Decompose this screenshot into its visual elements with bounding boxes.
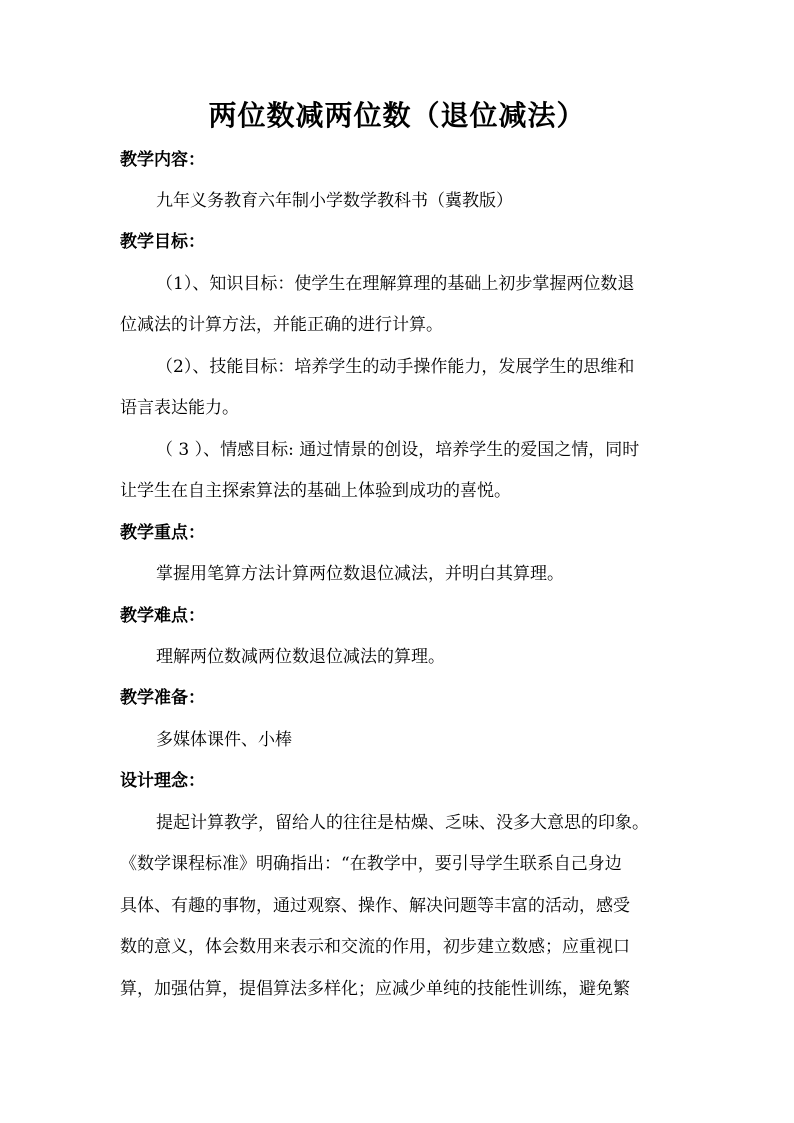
section-heading-preparation: 教学准备：	[120, 688, 205, 708]
goals-line-5: （ 3 ）、情感目标: 通过情景的创设，培养学生的爱国之情，同时	[156, 440, 640, 460]
goals-line-4: 语言表达能力。	[120, 398, 239, 418]
section-heading-concept: 设计理念：	[120, 771, 205, 791]
document-title: 两位数减两位数（退位减法）	[208, 99, 586, 132]
preparation-line-1: 多媒体课件、小棒	[156, 730, 292, 750]
goals-line-3: （2）、技能目标：培养学生的动手操作能力，发展学生的思维和	[156, 357, 635, 377]
section-heading-key-points: 教学重点：	[120, 523, 205, 543]
difficulties-line-1: 理解两位数减两位数退位减法的算理。	[156, 647, 445, 667]
concept-line-2: 《数学课程标准》明确指出：“在教学中，要引导学生联系自己身边	[120, 854, 622, 874]
concept-line-1: 提起计算教学，留给人的往往是枯燥、乏味、没多大意思的印象。	[156, 813, 649, 833]
section-heading-goals: 教学目标：	[120, 232, 205, 252]
concept-line-3: 具体、有趣的事物，通过观察、操作、解决问题等丰富的活动，感受	[120, 896, 630, 916]
concept-line-4: 数的意义，体会数用来表示和交流的作用，初步建立数感；应重视口	[120, 937, 630, 957]
goals-line-6: 让学生在自主探索算法的基础上体验到成功的喜悦。	[120, 481, 511, 501]
section-heading-difficulties: 教学难点：	[120, 606, 205, 626]
key-points-line-1: 掌握用笔算方法计算两位数退位减法，并明白其算理。	[156, 564, 564, 584]
concept-line-5: 算，加强估算，提倡算法多样化；应减少单纯的技能性训练，避免繁	[120, 979, 630, 999]
section-heading-content: 教学内容：	[120, 150, 205, 170]
content-line-1: 九年义务教育六年制小学数学教科书（冀教版）	[156, 191, 513, 211]
goals-line-1: （1）、知识目标：使学生在理解算理的基础上初步掌握两位数退	[156, 274, 635, 294]
goals-line-2: 位减法的计算方法，并能正确的进行计算。	[120, 315, 443, 335]
